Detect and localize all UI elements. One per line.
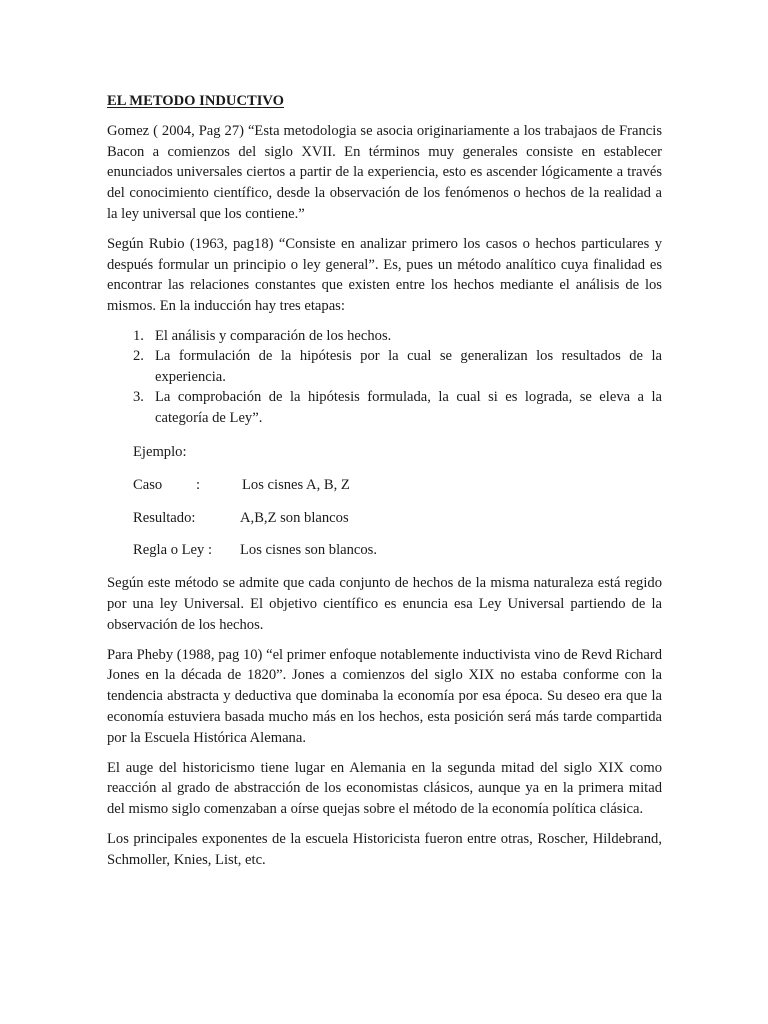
example-block bbox=[133, 442, 662, 561]
paragraph-rubio: Según Rubio (1963, pag18) “Consiste en analizar primero los casos o hechos particulares y después formular un principio o ley general”. Es, pues un método analítico cuya finalidad es encontrar las relaciones constantes que existen entre los hechos mediante el análisis de los mismos. En la inducción hay tres etapas: bbox=[107, 235, 662, 315]
list-number: 2. bbox=[133, 348, 144, 365]
list-text: La formulación de la hipótesis por la cual se generalizan los resultados de la experiencia. bbox=[155, 348, 662, 385]
list-item bbox=[107, 326, 662, 346]
example-row-regla bbox=[133, 540, 662, 561]
example-value: Los cisnes son blancos. bbox=[240, 542, 378, 559]
example-value: A,B,Z son blancos bbox=[240, 509, 349, 526]
paragraph-pheby: Para Pheby (1988, pag 10) “el primer enfoque notablemente inductivista vino de Revd Richard Jones en la década de 1820”. Jones a comienzos del siglo XIX no estaba conforme con la tendencia abstracta y deductiva que dominaba la economía por esa época. Su deseo era que la economía estuviera basada mucho más en los hechos, esta posición será más tarde compartida por la Escuela Histórica Alemana. bbox=[107, 646, 662, 746]
paragraph-ley-universal: Según este método se admite que cada conjunto de hechos de la misma naturaleza está regido por una ley Universal. El objetivo científico es enuncia esa Ley Universal partiendo de la observación de los hechos. bbox=[107, 575, 662, 633]
list-item bbox=[107, 387, 662, 428]
list-item bbox=[107, 346, 662, 387]
document-body bbox=[107, 91, 662, 880]
example-key: Regla o Ley : bbox=[133, 542, 213, 559]
example-key: Caso bbox=[133, 476, 163, 493]
example-row-resultado bbox=[133, 508, 662, 529]
paragraph-exponentes: Los principales exponentes de la escuela Historicista fueron entre otras, Roscher, Hildebrand, Schmoller, Knies, List, etc. bbox=[107, 830, 662, 868]
example-label: Ejemplo: bbox=[133, 444, 187, 460]
list-text: La comprobación de la hipótesis formulada, la cual si es lograda, se eleva a la categoría de Ley”. bbox=[155, 389, 662, 426]
document-title: EL METODO INDUCTIVO bbox=[107, 93, 285, 109]
example-colon: : bbox=[196, 476, 201, 493]
list-number: 1. bbox=[133, 327, 144, 344]
stages-list bbox=[107, 326, 662, 428]
paragraph-historicismo: El auge del historicismo tiene lugar en Alemania en la segunda mitad del siglo XIX como reacción al grado de abstracción de los economistas clásicos, aunque ya en la primera mitad del mismo siglo comenzaban a oírse quejas sobre el método de la economía política clásica. bbox=[107, 759, 662, 818]
example-value: Los cisnes A, B, Z bbox=[242, 476, 350, 493]
list-text: El análisis y comparación de los hechos. bbox=[155, 327, 392, 344]
example-key: Resultado: bbox=[133, 509, 196, 526]
list-number: 3. bbox=[133, 389, 144, 406]
paragraph-gomez: Gomez ( 2004, Pag 27) “Esta metodologia se asocia originariamente a los trabajaos de Francis Bacon a comienzos del siglo XVII. En términos muy generales consiste en establecer enunciados universales ciertos a partir de la experiencia, esto es ascender lógicamente a través del conocimiento científico, desde la observación de los fenómenos o hechos de la realidad a la ley universal que los contiene.” bbox=[107, 122, 662, 222]
example-row-caso bbox=[133, 475, 662, 496]
